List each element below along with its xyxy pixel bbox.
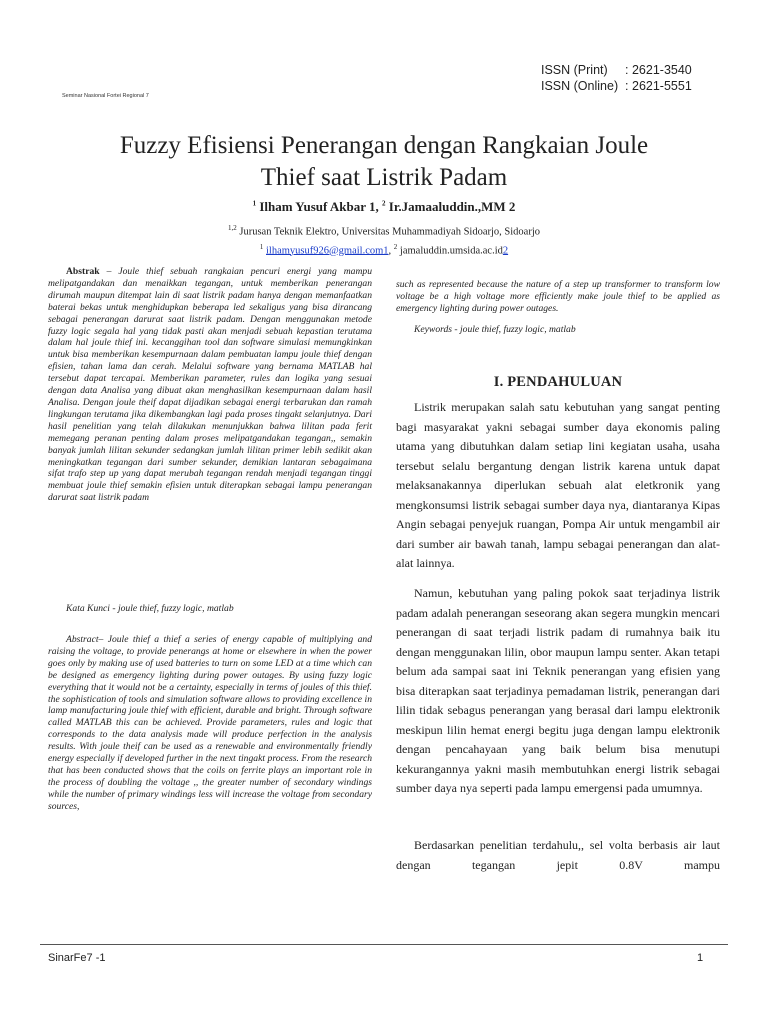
email-separator: , [388,245,394,256]
author1-sup: 1 [252,199,257,208]
kata-kunci: Kata Kunci - joule thief, fuzzy logic, matlab [66,603,234,614]
issn-block [541,62,692,94]
affiliation-text: Jurusan Teknik Elektro, Universitas Muhammadiyah Sidoarjo, Sidoarjo [236,226,540,238]
footer-divider [40,944,728,945]
abstract-en-continued: such as represented because the nature of a step up transformer to transform low voltage be a high voltage more efficiently make joule thief to be applied as emergency lighting during power outages. [396,279,720,314]
abstrak-label: Abstrak [66,266,100,277]
abstract-en-paragraph: Abstract– Joule thief a thief a series of energy capable of multiplying and raising the voltage, to provide penerangs at home or elsewhere in when the power goes only by making use of used batteries to turn on some LED at a time which can be designed as emergency lighting during power outages. By using fuzzy logic everything that it would not be a certainty, especially in terms of joules of this thief. the sophistication of tools and simulation software allows to providing excellence in lamp manufacturing joule thief with efficient, durable and bright. Through software called MATLAB this can be achieved. Provide parameters, rules and logic that corresponds to the data analysis made will produce perfection in the analysis results. With joule theif can be used as a renewable and environmentally friendly energy especially if developed further in the next tingakt process. From the research that has been conducted shows that the coils on ferrite plays an important role in the process of doubling the voltage ,, the greater number of secondary windings while the number of primary windings less will increase the voltage from secondary sources, [48,634,372,812]
email2-sup: 2 [393,242,398,251]
email-link-1[interactable]: ilhamyusuf926@gmail.com1 [266,245,389,256]
body-paragraph-2: Namun, kebutuhan yang paling pokok saat terjadinya listrik padam adalah penerangan seseorang akan segera mungkin mencari penerangan di saat terjadi listrik padam di rumahnya baik itu dengan menggunakan lilin, obor maupun lampu senter. Akan tetapi belum ada sampai saat ini Teknik penerangan yang efisien yang bisa diterapkan saat terjadinya pemadaman listrik, penerangan dari lilin tidak sebagus penerangan yang berasal dari lampu elektronik meskipun lilin hemat energi begitu juga dengan lampu elektronik dengan pencahayaan yang baik belum bisa menutupi kekurangannya yakni masih membutuhkan energi listrik sebagai sumber daya nya seperti pada lampu emergensi pada umumnya. [396,586,720,795]
issn-print: ISSN (Print) : 2621-3540 [541,63,692,77]
email-2: jamaluddin.umsida.ac.id [397,245,503,256]
authors [40,199,728,215]
email-line [40,240,728,259]
affiliation-sup: 1,2 [228,224,237,232]
page-number: 1 [697,952,704,964]
affiliation-line [40,221,728,240]
issn-online: ISSN (Online) : 2621-5551 [541,79,692,93]
body-paragraph-3: Berdasarkan penelitian terdahulu,, sel volta berbasis air laut dengan tegangan jepit 0.8V mampu [396,838,720,872]
keywords: Keywords - joule thief, fuzzy logic, matlab [414,324,576,335]
paper-title [40,130,728,194]
body-paragraph-1: Listrik merupakan salah satu kebutuhan yang sangat penting bagi masyarakat yakni sebagai sumber daya ekonomis paling utama yang dibutuhkan dalam setiap lini kegiatan usaha, usaha tersebut selalu bergantung dengan listrik karena untuk dapat melaksanakannya diperlukan sebuah alat eletkronik yang mengkonsumsi listrik sebagai sumber daya nya, diantaranya Kipas Angin sebagai penyejuk ruangan, Pompa Air untuk mengambil air dari sumber air bawah tanah, lampu sebagai penerangan dan alat-alat lainnya. [396,400,720,570]
abstrak-paragraph [48,266,372,504]
author2-sup: 2 [382,199,386,208]
seminar-name: Seminar Nasional Fortei Regional 7 [62,93,149,99]
title-line-1: Fuzzy Efisiensi Penerangan dengan Rangkaian Joule [119,132,649,159]
email-link-2[interactable]: 2 [502,245,509,256]
abstrak-text: – Joule thief sebuah rangkaian pencuri energi yang mampu melipatgandakan dan menaikkan tegangan, untuk memberikan penerangan dirumah maupun ditempat lain di saat listrik padam hanya dengan memanfaatkan baterai bekas untuk menghidupkan beberapa led sekaligus yang bisa dirancang sebagai penerangan darurat saat listrik padam. Dengan menggunakan metode fuzzy logic segala hal yang tidak pasti akan menjadi sebuah kepastian terutama dalam hal joule thief ini. kecanggihan tool dan software simulasi memungkinkan untuk bisa memberikan kesempurnaan dalam pembuatan lampu joule thief dengan efisien, tahan lama dan cerah. Melalui software yang bernama MATLAB hal tersebut dapat tercapai. Memberikan parameter, rules dan logika yang sesuai dengan data Analisa yang dibuat akan menghasilkan kesempurnaan dalam hasil Analisa. Dengan joule theif dapat dijadikan sebagai energi terbarukan dan ramah lingkungan terutama jika dikembangkan lagi pada proses tingakt selanjutnya. Dari hasil penelitian yang telah dilakukan menunjukkan bahwa lilitan pada ferit memegang peranan penting dalam proses melipatgandakan tegangan,, semakin banyak jumlah lilitan sekunder sedangkan jumlah lilitan primer lebih sedikit akan meningkatkan tegangan dari sumber sekunder, demikian lantaran sebagaimana sifat trafo step up yang dapat merubah tegangan rendah menjadi tegangan tinggi membuat joule thief semakin efisien untuk diterapkan sebagai lampu penerangan darurat saat listrik padam [48,266,372,504]
footer-left: SinarFe7 -1 [48,952,106,964]
author-2: Ir.Jamaaluddin.,MM 2 [385,199,516,214]
title-line-2: Thief saat Listrik Padam [260,164,508,191]
section-heading: I. PENDAHULUAN [493,374,623,390]
author-1: Ilham Yusuf Akbar 1, [256,199,383,214]
affiliation [40,221,728,258]
email1-sup: 1 [259,242,264,251]
